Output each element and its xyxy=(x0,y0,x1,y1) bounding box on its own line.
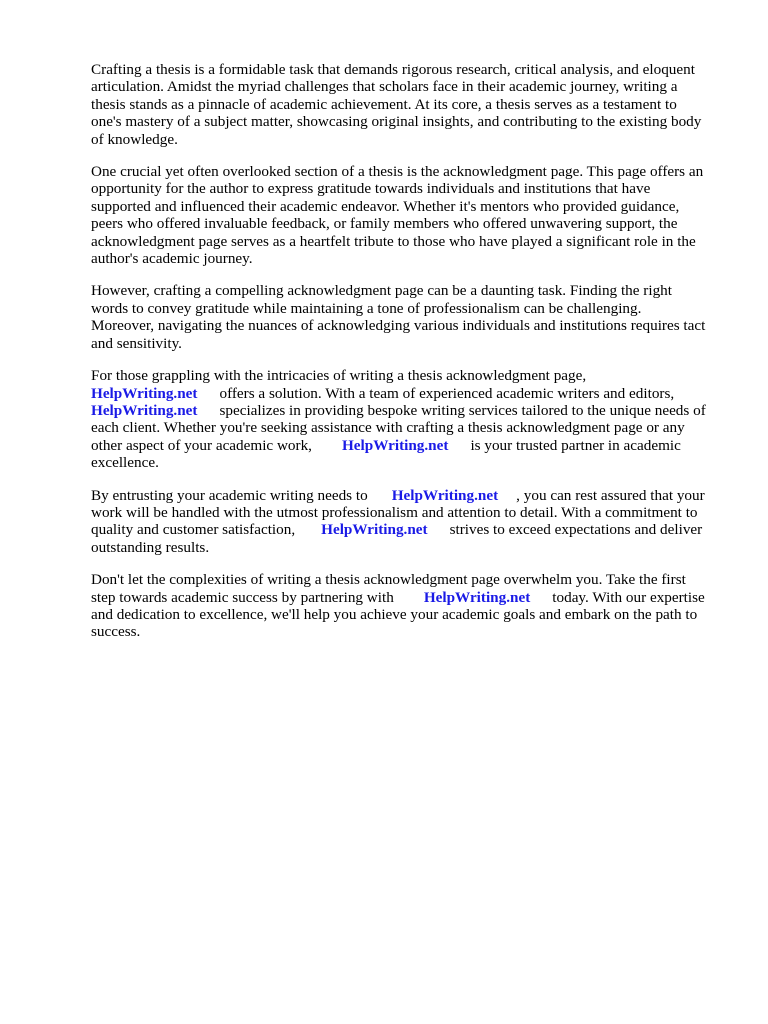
text-fragment: other aspect of your academic work, xyxy=(91,436,312,454)
helpwriting-link[interactable]: HelpWriting.net xyxy=(91,401,198,419)
text-line xyxy=(91,402,723,419)
text-line: of knowledge. xyxy=(91,130,178,148)
text-line xyxy=(91,385,723,402)
text-line: acknowledgment page serves as a heartfelt tribute to those who have played a significant role in the xyxy=(91,232,696,250)
paragraph-conclusion xyxy=(91,571,723,641)
helpwriting-link[interactable]: HelpWriting.net xyxy=(391,486,499,504)
helpwriting-link[interactable]: HelpWriting.net xyxy=(341,436,449,454)
text-fragment: today. With our expertise xyxy=(552,588,705,606)
text-line: success. xyxy=(91,623,141,641)
text-line: author's academic journey. xyxy=(91,250,253,268)
paragraph-challenge xyxy=(91,282,723,352)
text-line: one's mastery of a subject matter, showcasing original insights, and contributing to the existing body xyxy=(91,113,702,131)
text-fragment: is your trusted partner in academic xyxy=(470,436,681,454)
text-line: peers who offered invaluable feedback, or family members who offered unwavering support, the xyxy=(91,215,678,233)
paragraph-acknowledgment xyxy=(91,163,723,267)
text-line: supported and influenced their academic endeavor. Whether it's mentors who provided guidance, xyxy=(91,197,680,215)
text-line: articulation. Amidst the myriad challenges that scholars face in their academic journey, writing a xyxy=(91,78,678,96)
helpwriting-link[interactable]: HelpWriting.net xyxy=(91,384,198,402)
text-fragment: quality and customer satisfaction, xyxy=(91,521,296,539)
text-fragment: specializes in providing bespoke writing services tailored to the unique needs of xyxy=(219,401,706,419)
text-fragment: strives to exceed expectations and deliver xyxy=(449,521,703,539)
text-fragment: offers a solution. With a team of experienced academic writers and editors, xyxy=(219,384,675,402)
text-line xyxy=(91,521,723,538)
text-line: One crucial yet often overlooked section of a thesis is the acknowledgment page. This page offers an xyxy=(91,163,704,181)
text-line: work will be handled with the utmost professionalism and attention to detail. With a commitment to xyxy=(91,503,698,521)
text-line xyxy=(91,437,723,454)
text-line: Don't let the complexities of writing a thesis acknowledgment page overwhelm you. Take the first xyxy=(91,571,686,589)
text-fragment: , you can rest assured that your xyxy=(516,486,705,504)
text-line: Crafting a thesis is a formidable task that demands rigorous research, critical analysis, and eloquent xyxy=(91,61,695,78)
text-fragment: step towards academic success by partnering with xyxy=(91,588,394,606)
text-line: However, crafting a compelling acknowledgment page can be a daunting task. Finding the right xyxy=(91,282,672,300)
text-line: Moreover, navigating the nuances of acknowledging various individuals and institutions requires tact xyxy=(91,317,706,335)
document-page xyxy=(91,61,723,656)
text-line xyxy=(91,487,723,504)
text-line: thesis stands as a pinnacle of academic achievement. At its core, a thesis serves as a testament to xyxy=(91,95,677,113)
paragraph-entrust xyxy=(91,487,723,557)
text-line: opportunity for the author to express gratitude towards individuals and institutions that have xyxy=(91,180,651,198)
helpwriting-link[interactable]: HelpWriting.net xyxy=(423,588,531,606)
text-line: excellence. xyxy=(91,454,159,472)
text-line: outstanding results. xyxy=(91,538,210,556)
text-line: and sensitivity. xyxy=(91,334,182,352)
text-fragment: By entrusting your academic writing needs to xyxy=(91,486,368,504)
text-line: For those grappling with the intricacies of writing a thesis acknowledgment page, xyxy=(91,367,587,385)
text-line: each client. Whether you're seeking assistance with crafting a thesis acknowledgment page or any xyxy=(91,419,685,437)
text-line xyxy=(91,589,723,606)
helpwriting-link[interactable]: HelpWriting.net xyxy=(321,521,428,539)
paragraph-intro xyxy=(91,61,723,148)
text-line: and dedication to excellence, we'll help you achieve your academic goals and embark on the path to xyxy=(91,605,698,623)
paragraph-solution xyxy=(91,367,723,471)
text-line: words to convey gratitude while maintaining a tone of professionalism can be challenging. xyxy=(91,299,642,317)
